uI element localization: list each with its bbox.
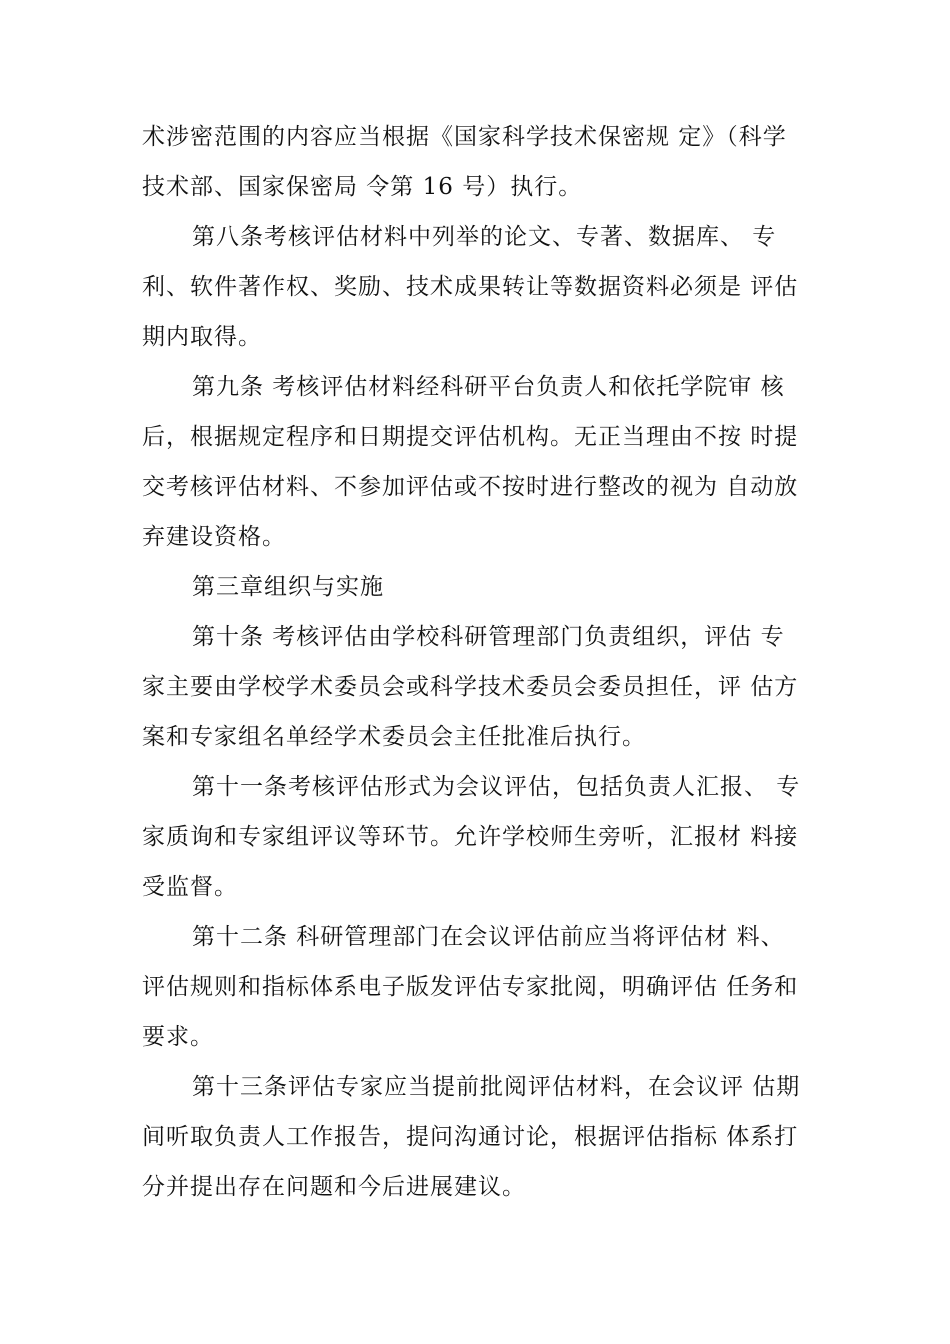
paragraph-article-13 xyxy=(142,1062,832,1212)
text-line: 第十一条考核评估形式为会议评估，包括负责人汇报、 专 xyxy=(192,774,801,800)
text-line: 技术部、国家保密局 令第 16 号）执行。 xyxy=(142,174,583,200)
text-line: 弃建设资格。 xyxy=(142,524,286,550)
chapter-heading xyxy=(142,562,832,612)
text-line: 后，根据规定程序和日期提交评估机构。无正当理由不按 时提 xyxy=(142,424,799,450)
text-line: 家主要由学校学术委员会或科学技术委员会委员担任，评 估方 xyxy=(142,674,799,700)
paragraph-article-10 xyxy=(142,612,832,762)
text-line: 分并提出存在问题和今后进展建议。 xyxy=(142,1174,526,1200)
paragraph-article-9 xyxy=(142,362,832,562)
paragraph-article-8 xyxy=(142,212,832,362)
text-line: 受监督。 xyxy=(142,874,238,900)
document-body xyxy=(142,112,832,1212)
text-line: 第八条考核评估材料中列举的论文、专著、数据库、 专 xyxy=(192,224,777,250)
text-line: 评估规则和指标体系电子版发评估专家批阅，明确评估 任务和 xyxy=(142,974,799,1000)
text-line: 第十条 考核评估由学校科研管理部门负责组织，评估 专 xyxy=(192,624,785,650)
text-line: 要求。 xyxy=(142,1024,214,1050)
text-line: 第十二条 科研管理部门在会议评估前应当将评估材 料、 xyxy=(192,924,785,950)
text-line: 案和专家组名单经学术委员会主任批准后执行。 xyxy=(142,724,646,750)
text-line: 家质询和专家组评议等环节。允许学校师生旁听，汇报材 料接 xyxy=(142,824,799,850)
text-line: 交考核评估材料、不参加评估或不按时进行整改的视为 自动放 xyxy=(142,474,799,500)
text-line: 利、软件著作权、奖励、技术成果转让等数据资料必须是 评估 xyxy=(142,274,799,300)
text-line: 第十三条评估专家应当提前批阅评估材料，在会议评 估期 xyxy=(192,1074,801,1100)
paragraph-continuation xyxy=(142,112,832,212)
text-line: 术涉密范围的内容应当根据《国家科学技术保密规 定》（科学 xyxy=(142,124,787,150)
paragraph-article-11 xyxy=(142,762,832,912)
text-line: 期内取得。 xyxy=(142,324,262,350)
chapter-title: 第三章组织与实施 xyxy=(192,574,384,600)
text-line: 第九条 考核评估材料经科研平台负责人和依托学院审 核 xyxy=(192,374,785,400)
text-line: 间听取负责人工作报告，提问沟通讨论，根据评估指标 体系打 xyxy=(142,1124,799,1150)
paragraph-article-12 xyxy=(142,912,832,1062)
